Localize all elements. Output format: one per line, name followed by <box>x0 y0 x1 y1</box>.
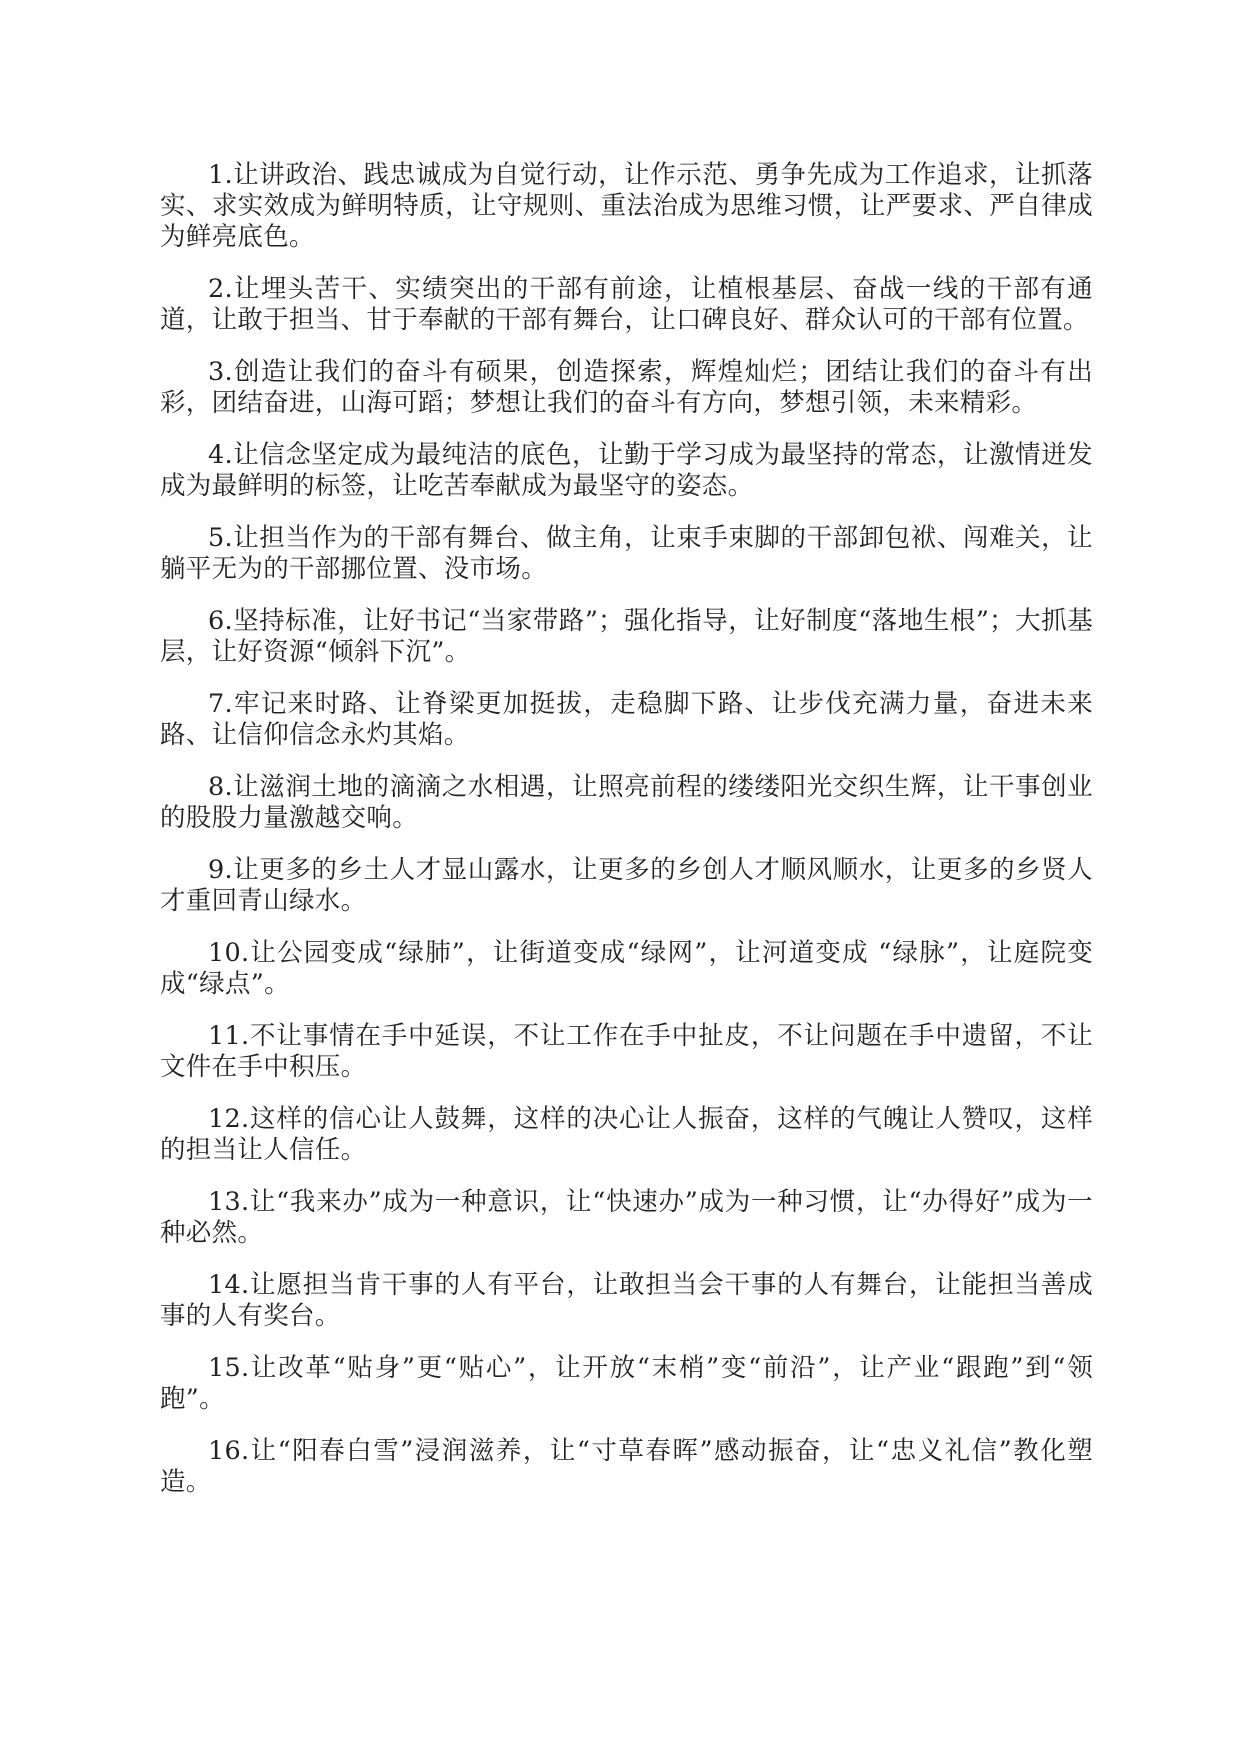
paragraph-7: 7.牢记来时路、让脊梁更加挺拔，走稳脚下路、让步伐充满力量，奋进未来路、让信仰信念永灼其焰。 <box>160 689 1093 750</box>
paragraph-5: 5.让担当作为的干部有舞台、做主角，让束手束脚的干部卸包袱、闯难关，让躺平无为的干部挪位置、没市场。 <box>160 523 1093 584</box>
paragraph-6: 6.坚持标准，让好书记“当家带路”；强化指导，让好制度“落地生根”；大抓基层，让好资源“倾斜下沉”。 <box>160 606 1093 667</box>
paragraph-1: 1.让讲政治、践忠诚成为自觉行动，让作示范、勇争先成为工作追求，让抓落实、求实效成为鲜明特质，让守规则、重法治成为思维习惯，让严要求、严自律成为鲜亮底色。 <box>160 160 1093 252</box>
paragraph-3: 3.创造让我们的奋斗有硕果，创造探索，辉煌灿烂；团结让我们的奋斗有出彩，团结奋进，山海可蹈；梦想让我们的奋斗有方向，梦想引领，未来精彩。 <box>160 357 1093 418</box>
paragraph-4: 4.让信念坚定成为最纯洁的底色，让勤于学习成为最坚持的常态，让激情迸发成为最鲜明的标签，让吃苦奉献成为最坚守的姿态。 <box>160 440 1093 501</box>
document-body <box>160 160 1093 1519</box>
paragraph-2: 2.让埋头苦干、实绩突出的干部有前途，让植根基层、奋战一线的干部有通道，让敢于担当、甘于奉献的干部有舞台，让口碑良好、群众认可的干部有位置。 <box>160 274 1093 335</box>
paragraph-15: 15.让改革“贴身”更“贴心”，让开放“末梢”变“前沿”，让产业“跟跑”到“领跑”。 <box>160 1353 1093 1414</box>
paragraph-16: 16.让“阳春白雪”浸润滋养，让“寸草春晖”感动振奋，让“忠义礼信”教化塑造。 <box>160 1436 1093 1497</box>
paragraph-8: 8.让滋润土地的滴滴之水相遇，让照亮前程的缕缕阳光交织生辉，让干事创业的股股力量激越交响。 <box>160 772 1093 833</box>
paragraph-10: 10.让公园变成“绿肺”，让街道变成“绿网”，让河道变成 “绿脉”，让庭院变成“绿点”。 <box>160 938 1093 999</box>
paragraph-12: 12.这样的信心让人鼓舞，这样的决心让人振奋，这样的气魄让人赞叹，这样的担当让人信任。 <box>160 1104 1093 1165</box>
paragraph-13: 13.让“我来办”成为一种意识，让“快速办”成为一种习惯，让“办得好”成为一种必然。 <box>160 1187 1093 1248</box>
paragraph-9: 9.让更多的乡土人才显山露水，让更多的乡创人才顺风顺水，让更多的乡贤人才重回青山绿水。 <box>160 855 1093 916</box>
paragraph-11: 11.不让事情在手中延误，不让工作在手中扯皮，不让问题在手中遗留，不让文件在手中积压。 <box>160 1021 1093 1082</box>
paragraph-14: 14.让愿担当肯干事的人有平台，让敢担当会干事的人有舞台，让能担当善成事的人有奖台。 <box>160 1270 1093 1331</box>
